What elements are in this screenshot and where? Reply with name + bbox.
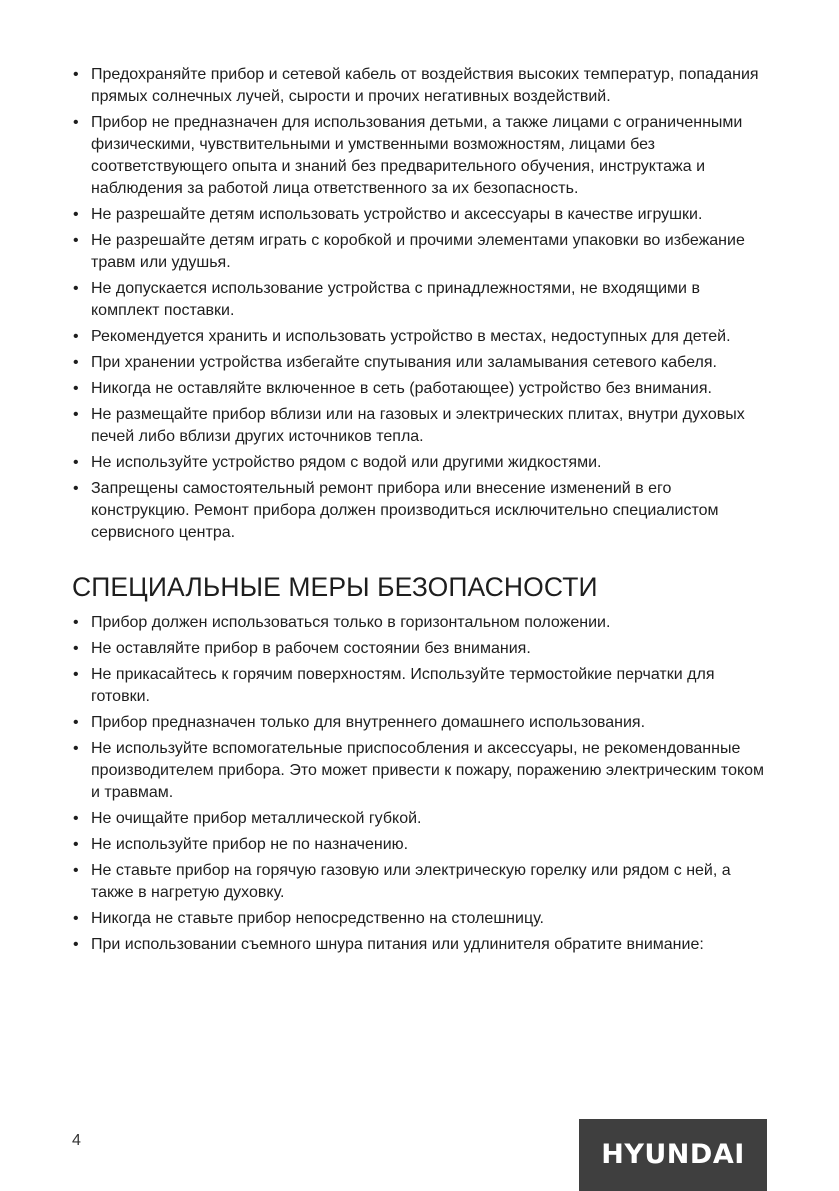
list-item: • Прибор предназначен только для внутреннего домашнего использования. [72, 712, 772, 734]
list-item: • Не ставьте прибор на горячую газовую или электрическую горелку или рядом с ней, а также в нагретую духовку. [72, 860, 772, 904]
list-item: • Не очищайте прибор металлической губкой. [72, 808, 772, 830]
brand-logo [579, 1119, 767, 1191]
list-item: • Не разрешайте детям использовать устройство и аксессуары в качестве игрушки. [72, 204, 772, 226]
general-safety-list [72, 64, 772, 544]
list-item: • Не прикасайтесь к горячим поверхностям. Используйте термостойкие перчатки для готовки. [72, 664, 772, 708]
list-item: • Не размещайте прибор вблизи или на газовых и электрических плитах, внутри духовых печей либо вблизи других источников тепла. [72, 404, 772, 448]
list-item: • Прибор не предназначен для использования детьми, а также лицами с ограниченными физическими, чувствительными и умственными возможностям, лицами без соответствующего опыта и знаний без предварительного обучения, инструктажа и наблюдения за работой лица ответственного за их безопасность. [72, 112, 772, 200]
list-item: • Никогда не оставляйте включенное в сеть (работающее) устройство без внимания. [72, 378, 772, 400]
list-item: • Прибор должен использоваться только в горизонтальном положении. [72, 612, 772, 634]
special-safety-list [72, 612, 772, 956]
page-number: 4 [72, 1132, 81, 1149]
list-item: • Не используйте вспомогательные приспособления и аксессуары, не рекомендованные производителем прибора. Это может привести к пожару, поражению электрическим током и травмам. [72, 738, 772, 804]
list-item: • Не используйте устройство рядом с водой или другими жидкостями. [72, 452, 772, 474]
section-title: СПЕЦИАЛЬНЫЕ МЕРЫ БЕЗОПАСНОСТИ [72, 572, 598, 602]
list-item: • Запрещены самостоятельный ремонт прибора или внесение изменений в его конструкцию. Ремонт прибора должен производиться исключительно специалистом сервисного центра. [72, 478, 772, 544]
list-item: • Не разрешайте детям играть с коробкой и прочими элементами упаковки во избежание травм или удушья. [72, 230, 772, 274]
list-item: • При использовании съемного шнура питания или удлинителя обратите внимание: [72, 934, 772, 956]
list-item: • Рекомендуется хранить и использовать устройство в местах, недоступных для детей. [72, 326, 772, 348]
list-item: • Не допускается использование устройства с принадлежностями, не входящими в комплект поставки. [72, 278, 772, 322]
list-item: • Не оставляйте прибор в рабочем состоянии без внимания. [72, 638, 772, 660]
list-item: • При хранении устройства избегайте спутывания или заламывания сетевого кабеля. [72, 352, 772, 374]
list-item: • Предохраняйте прибор и сетевой кабель от воздействия высоких температур, попадания прямых солнечных лучей, сырости и прочих негативных воздействий. [72, 64, 772, 108]
brand-logo-text: HYUNDAI [601, 1138, 745, 1170]
page-content [72, 64, 772, 960]
list-item: • Никогда не ставьте прибор непосредственно на столешницу. [72, 908, 772, 930]
list-item: • Не используйте прибор не по назначению. [72, 834, 772, 856]
